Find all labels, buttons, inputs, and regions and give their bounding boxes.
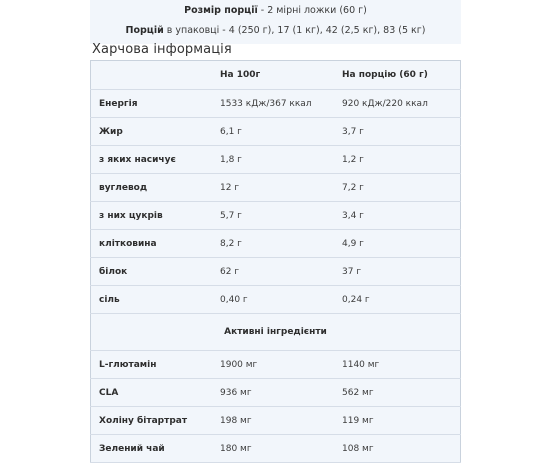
header-cell: На 100г	[212, 61, 334, 90]
value-per-serving: 37 г	[334, 258, 461, 286]
value-per-100g: 62 г	[212, 258, 334, 286]
servings-count-label: Порцій	[125, 25, 164, 36]
serving-size-value: - 2 мірні ложки (60 г)	[257, 5, 367, 16]
value-per-serving: 119 мг	[334, 407, 461, 435]
value-per-serving: 3,7 г	[334, 118, 461, 146]
value-per-100g: 180 мг	[212, 435, 334, 463]
value-per-100g: 1533 кДж/367 ккал	[212, 90, 334, 118]
table-row	[91, 286, 461, 314]
nutrient-name: з них цукрів	[91, 202, 213, 230]
value-per-100g: 1,8 г	[212, 146, 334, 174]
table-row	[91, 90, 461, 118]
ingredient-name: L-глютамін	[91, 351, 213, 379]
serving-size	[90, 5, 461, 16]
nutrient-name: з яких насичує	[91, 146, 213, 174]
value-per-serving: 1,2 г	[334, 146, 461, 174]
value-per-100g: 6,1 г	[212, 118, 334, 146]
ingredient-name: CLA	[91, 379, 213, 407]
value-per-100g: 0,40 г	[212, 286, 334, 314]
value-per-serving: 108 мг	[334, 435, 461, 463]
value-per-100g: 5,7 г	[212, 202, 334, 230]
value-per-serving: 920 кДж/220 ккал	[334, 90, 461, 118]
table-row	[91, 118, 461, 146]
value-per-100g: 198 мг	[212, 407, 334, 435]
servings-per-pack	[90, 25, 461, 36]
servings-count-value: в упаковці - 4 (250 г), 17 (1 кг), 42 (2,5 кг), 83 (5 кг)	[163, 25, 426, 36]
nutrient-name: сіль	[91, 286, 213, 314]
value-per-100g: 1900 мг	[212, 351, 334, 379]
serving-info	[90, 0, 461, 44]
ingredient-name: Холіну бітартрат	[91, 407, 213, 435]
ingredient-name: Зелений чай	[91, 435, 213, 463]
table-row	[91, 379, 461, 407]
nutrient-name: вуглевод	[91, 174, 213, 202]
nutrient-name: Енергія	[91, 90, 213, 118]
value-per-100g: 8,2 г	[212, 230, 334, 258]
header-cell	[91, 61, 213, 90]
table-row	[91, 174, 461, 202]
table-row	[91, 407, 461, 435]
table-row	[91, 435, 461, 463]
value-per-100g: 12 г	[212, 174, 334, 202]
table-row	[91, 202, 461, 230]
nutrition-table	[90, 60, 461, 463]
table-row	[91, 230, 461, 258]
table-row	[91, 351, 461, 379]
serving-size-label: Розмір порції	[184, 5, 258, 16]
nutrient-name: білок	[91, 258, 213, 286]
header-cell: На порцію (60 г)	[334, 61, 461, 90]
value-per-serving: 7,2 г	[334, 174, 461, 202]
nutrient-name: клітковина	[91, 230, 213, 258]
table-row	[91, 258, 461, 286]
value-per-100g: 936 мг	[212, 379, 334, 407]
value-per-serving: 562 мг	[334, 379, 461, 407]
table-header-row	[91, 61, 461, 90]
active-ingredients-title: Активні інгредієнти	[91, 314, 461, 351]
nutrient-name: Жир	[91, 118, 213, 146]
active-ingredients-header	[91, 314, 461, 351]
value-per-serving: 1140 мг	[334, 351, 461, 379]
value-per-serving: 0,24 г	[334, 286, 461, 314]
value-per-serving: 3,4 г	[334, 202, 461, 230]
table-row	[91, 146, 461, 174]
value-per-serving: 4,9 г	[334, 230, 461, 258]
section-title: Харчова інформація	[92, 42, 232, 57]
